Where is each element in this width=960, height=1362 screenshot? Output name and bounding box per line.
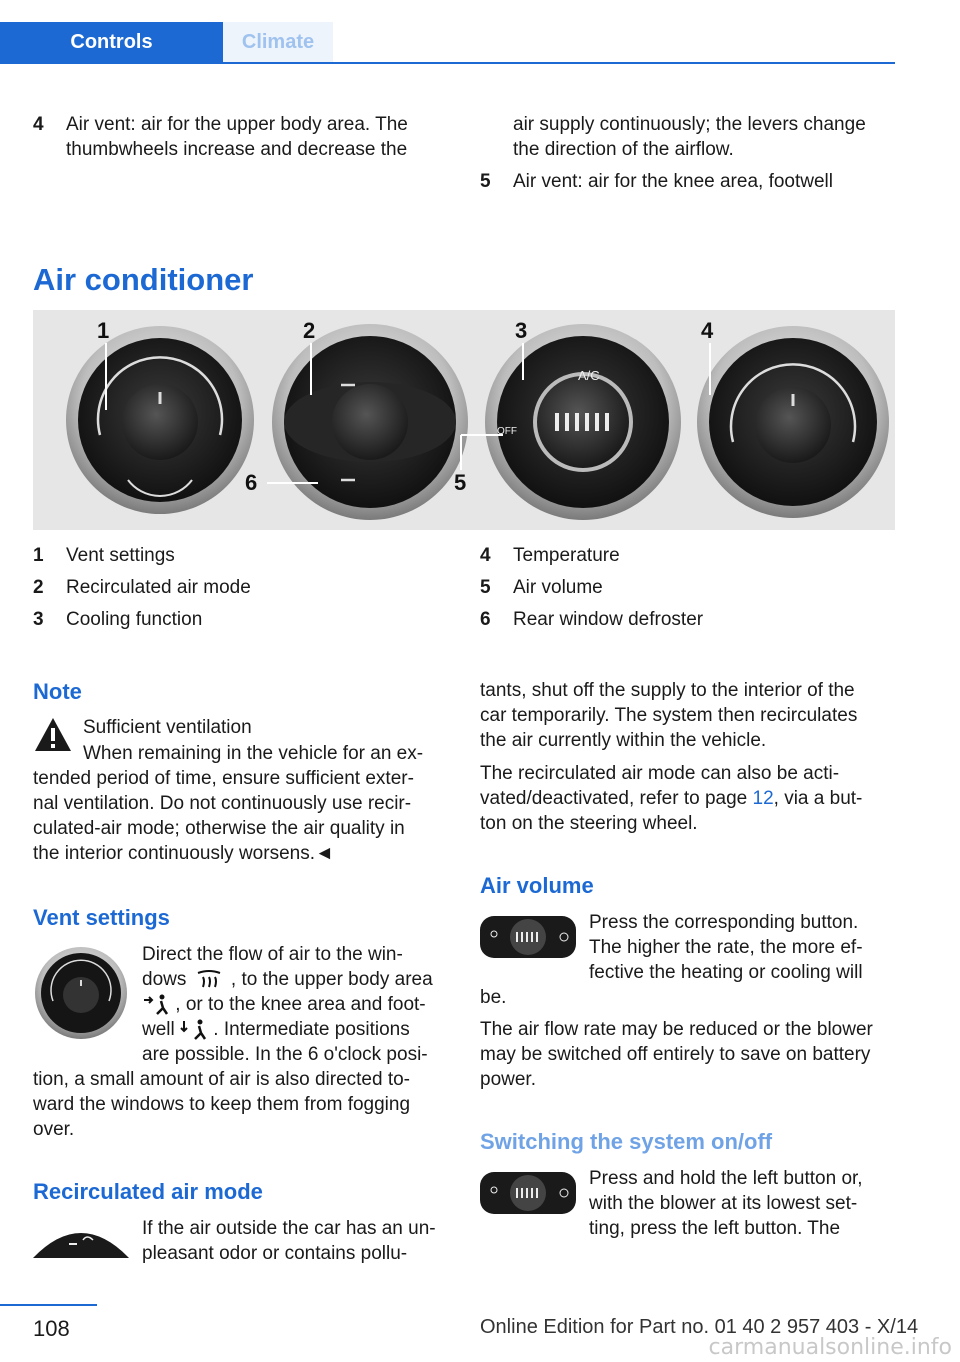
list-number: 5	[480, 171, 491, 192]
recirc-button-thumbnail	[33, 1218, 129, 1258]
vent-text-line: ward the windows to keep them from fogging	[33, 1094, 411, 1115]
list-number: 4	[33, 114, 44, 135]
note-text-line: When remaining in the vehicle for an ex-	[83, 743, 424, 764]
vent-text-line: are possible. In the 6 o'clock posi-	[142, 1044, 428, 1065]
note-title: Sufficient ventilation	[83, 717, 252, 738]
page-link[interactable]: 12	[752, 788, 774, 809]
header-tabs	[0, 22, 895, 64]
climate-control-figure	[33, 310, 895, 530]
list-text: thumbwheels increase and decrease the	[66, 139, 408, 160]
tab-climate[interactable]: Climate	[223, 22, 333, 62]
air-volume-text-line: fective the heating or cooling will	[589, 962, 863, 983]
callout-2: 2	[303, 318, 316, 343]
vent-text-line	[142, 967, 433, 992]
legend-label: Air volume	[513, 577, 603, 598]
recirc-text-line: the air currently within the vehicle.	[480, 730, 767, 751]
switching-text-line: with the blower at its lowest set-	[589, 1193, 858, 1214]
vent-text-part: . Intermediate positions	[213, 1019, 410, 1040]
recirc-text-line: tants, shut off the supply to the interior of the	[480, 680, 855, 701]
callout-5: 5	[454, 470, 467, 495]
vent-knob-thumbnail	[33, 945, 129, 1041]
list-text: the direction of the airflow.	[513, 139, 734, 160]
upper-body-vent-icon	[142, 994, 170, 1016]
vent-text-line	[142, 992, 426, 1017]
legend-number: 2	[33, 577, 44, 598]
air-volume-button-thumbnail	[480, 912, 576, 962]
page-number-rule	[0, 1304, 97, 1306]
callout-1: 1	[97, 318, 110, 343]
recirc-text-line: ton on the steering wheel.	[480, 813, 698, 834]
legend-number: 3	[33, 609, 44, 630]
air-volume-text-line: The air flow rate may be reduced or the blower	[480, 1019, 873, 1040]
vent-text-part: dows	[142, 969, 187, 990]
note-text-line: culated-air mode; otherwise the air quality in	[33, 818, 405, 839]
vent-text-part: , to the upper body area	[230, 969, 433, 990]
legend-label: Vent settings	[66, 545, 175, 566]
recirc-text-part: vated/deactivated, refer to page	[480, 788, 753, 809]
footwell-vent-icon	[180, 1019, 208, 1041]
page-number: 108	[33, 1316, 70, 1341]
recirc-text-line: car temporarily. The system then recirculates	[480, 705, 858, 726]
vent-text-part: well	[142, 1019, 175, 1040]
callout-4: 4	[701, 318, 714, 343]
recirc-text-part: , via a but-	[773, 788, 863, 809]
edition-footer: Online Edition for Part no. 01 40 2 957 403 - X/14	[480, 1316, 919, 1338]
legend-label: Recirculated air mode	[66, 577, 251, 598]
vent-text-line	[142, 1017, 410, 1042]
list-text: Air vent: air for the knee area, footwell	[513, 171, 833, 192]
vent-settings-knob	[66, 326, 254, 514]
air-volume-heading: Air volume	[480, 873, 594, 898]
vent-text-line: over.	[33, 1119, 75, 1140]
air-volume-text-line: may be switched off entirely to save on battery	[480, 1044, 871, 1065]
list-text: Air vent: air for the upper body area. The	[66, 114, 408, 135]
air-volume-text-line: power.	[480, 1069, 536, 1090]
recirc-text-line	[480, 786, 862, 811]
note-heading: Note	[33, 679, 82, 704]
legend-right	[480, 543, 895, 639]
callout-3: 3	[515, 318, 528, 343]
switching-text-line: Press and hold the left button or,	[589, 1168, 863, 1189]
switching-button-thumbnail	[480, 1168, 576, 1218]
legend-number: 1	[33, 545, 44, 566]
vent-text-line: Direct the flow of air to the win-	[142, 944, 403, 965]
note-text-line: the interior continuously worsens.◄	[33, 843, 334, 864]
watermark: carmanualsonline.info	[708, 1335, 952, 1360]
vent-text-line: tion, a small amount of air is also directed to-	[33, 1069, 411, 1090]
warning-icon	[33, 716, 73, 754]
legend-left	[33, 543, 443, 639]
off-label: OFF	[497, 426, 517, 437]
note-text-line: nal ventilation. Do not continuously use recir-	[33, 793, 412, 814]
legend-label: Cooling function	[66, 609, 203, 630]
recirc-text-line: The recirculated air mode can also be acti-	[480, 763, 840, 784]
note-text-line: tended period of time, ensure sufficient exter-	[33, 768, 414, 789]
recirc-heading: Recirculated air mode	[33, 1179, 263, 1204]
switching-text-line: ting, press the left button. The	[589, 1218, 841, 1239]
vent-text-part: , or to the knee area and foot-	[175, 994, 426, 1015]
callout-6: 6	[245, 470, 258, 495]
recirculation-knob	[272, 324, 468, 520]
ac-label: A/C	[578, 368, 600, 383]
legend-label: Temperature	[513, 545, 620, 566]
list-text: air supply continuously; the levers change	[513, 114, 866, 135]
recirc-text-line: pleasant odor or contains pollu-	[142, 1243, 408, 1264]
legend-number: 4	[480, 545, 491, 566]
recirc-text-line: If the air outside the car has an un-	[142, 1218, 436, 1239]
temperature-knob	[697, 326, 889, 518]
climate-panel-illustration	[33, 310, 895, 530]
switching-heading: Switching the system on/off	[480, 1129, 773, 1154]
tab-controls[interactable]: Controls	[0, 22, 223, 62]
section-title: Air conditioner	[33, 262, 254, 297]
legend-number: 5	[480, 577, 491, 598]
air-volume-text-line: Press the corresponding button.	[589, 912, 859, 933]
legend-label: Rear window defroster	[513, 609, 704, 630]
vent-settings-heading: Vent settings	[33, 905, 170, 930]
legend-number: 6	[480, 609, 491, 630]
blower-knob	[485, 324, 681, 520]
air-volume-text-line: be.	[480, 987, 507, 1008]
air-volume-text-line: The higher the rate, the more ef-	[589, 937, 863, 958]
windshield-defrost-icon	[192, 969, 226, 991]
